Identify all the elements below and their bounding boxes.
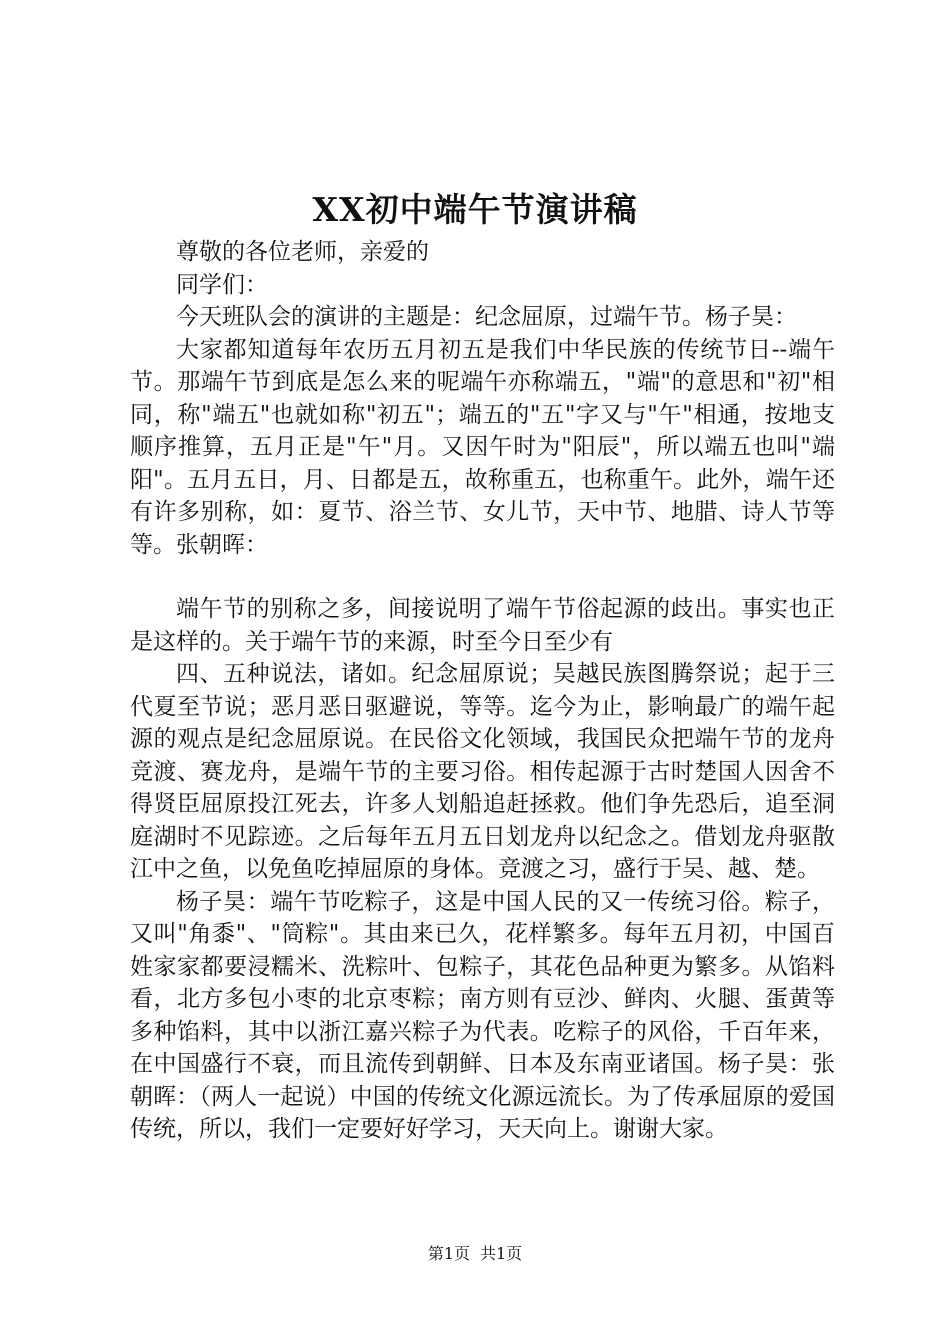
page-number: 第1页: [427, 1244, 470, 1263]
paragraph-dragon-boat: 四、五种说法，诸如。纪念屈原说；吴越民族图腾祭说；起于三代夏至节说；恶月恶日驱避说，等等。迄今为止，影响最广的端午起源的观点是纪念屈原说。在民俗文化领域，我国民众把端午节的龙舟竞渡、赛龙舟，是端午节的主要习俗。相传起源于古时楚国人因舍不得贤臣屈原投江死去，许多人划船追赶拯救。他们争先恐后，追至洞庭湖时不见踪迹。之后每年五月五日划龙舟以纪念之。借划龙舟驱散江中之鱼，以免鱼吃掉屈原的身体。竞渡之习，盛行于吴、越、楚。: [130, 661, 835, 882]
paragraph-topic: 今天班队会的演讲的主题是：纪念屈原，过端午节。杨子昊：: [176, 304, 797, 330]
document-body: [130, 236, 835, 1146]
paragraph-zongzi: 杨子昊：端午节吃粽子，这是中国人民的又一传统习俗。粽子，又叫"角黍"、"筒粽"。其由来已久，花样繁多。每年五月初，中国百姓家家都要浸糯米、洗粽叶、包粽子，其花色品种更为繁多。从馅料看，北方多包小枣的北京枣粽；南方则有豆沙、鲜肉、火腿、蛋黄等多种馅料，其中以浙江嘉兴粽子为代表。吃粽子的风俗，千百年来，在中国盛行不衰，而且流传到朝鲜、日本及东南亚诸国。杨子昊：张朝晖：（两人一起说）中国的传统文化源远流长。为了传承屈原的爱国传统，所以，我们一定要好好学习，天天向上。谢谢大家。: [130, 888, 835, 1142]
page-total: 共1页: [480, 1244, 523, 1263]
paragraph-greeting-cont: 同学们：: [176, 271, 268, 298]
document-title: XX初中端午节演讲稿: [312, 190, 638, 229]
paragraph-origin-names: 大家都知道每年农历五月初五是我们中华民族的传统节日--端午节。那端午节到底是怎么来的呢端午亦称端五，"端"的意思和"初"相同，称"端五"也就如称"初五"；端五的"五"字又与"午"相通，按地支顺序推算，五月正是"午"月。又因午时为"阳辰"，所以端五也叫"端阳"。五月五日，月、日都是五，故称重五，也称重午。此外，端午还有许多别称，如：夏节、浴兰节、女儿节，天中节、地腊、诗人节等等。张朝晖：: [130, 336, 835, 558]
paragraph-greeting: 尊敬的各位老师，亲爱的: [176, 239, 429, 265]
paragraph-origin-sources: 端午节的别称之多，间接说明了端午节俗起源的歧出。事实也正是这样的。关于端午节的来源，时至今日至少有: [130, 596, 835, 655]
page-footer: [0, 1243, 950, 1265]
